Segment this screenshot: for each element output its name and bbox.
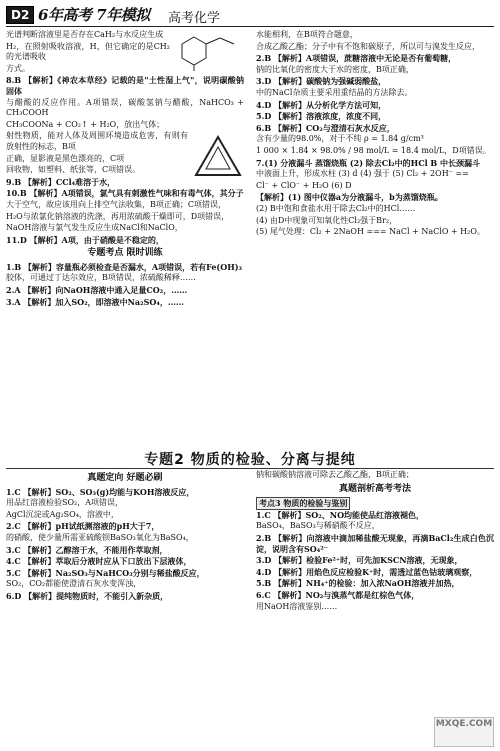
site-watermark: MXQE.COM bbox=[434, 717, 494, 747]
text-line: 合成乙酸乙酯；分子中有不饱和碳原子，所以可与溴发生反应， bbox=[256, 41, 480, 51]
text-line: 中的NaCl杂质主要采用重结晶的方法除去。 bbox=[256, 87, 413, 97]
text-line: 方式。 bbox=[6, 63, 30, 73]
topic-divider bbox=[6, 468, 494, 469]
answer-item: 9.B 【解析】CCl₄难溶于水， bbox=[6, 176, 116, 187]
right-column bbox=[256, 30, 494, 448]
text-line: NaOH溶液与氯气发生反应生成NaCl和NaClO， bbox=[6, 223, 183, 233]
answer-item: 6.B 【解析】CO₂与澄清石灰水反应， bbox=[256, 122, 395, 133]
answer-item: 8.B 【解析】《神农本草经》记载的是"土性湿上气"，说明碳酸钠固体 bbox=[6, 75, 244, 96]
text-line: (5) 尾气处理：Cl₂ + 2NaOH === NaCl + NaClO + H₂O。 bbox=[256, 227, 485, 237]
text-line: 胶体，可通过丁达尔效应，B项错误，浓硫酸稀释…… bbox=[6, 273, 196, 283]
page-header bbox=[0, 0, 500, 28]
answer-item: 2.B 【解析】向溶液中滴加稀盐酸无现象，再滴BaCl₂生成白色沉淀，说明含有SO₄²⁻ bbox=[256, 532, 494, 554]
recycle-symbol-icon bbox=[192, 133, 244, 181]
answer-item: 5.C 【解析】Na₂SO₃与NaHCO₃分别与稀盐酸反应， bbox=[6, 567, 205, 578]
answer-item: 4.D 【解析】用焰色反应检验K⁺时，需透过蓝色钴玻璃观察， bbox=[256, 566, 478, 577]
text-line: 光谱判断溶液里是否存在CaH₂与水反应生成 bbox=[6, 30, 164, 39]
exam-point-label: 考点3 物质的检验与鉴别 bbox=[256, 497, 350, 510]
answer-item: 2.A 【解析】向NaOH溶液中通入足量CO₂，…… bbox=[6, 285, 188, 296]
answer-item: 4.D 【解析】从分析化学方法可知， bbox=[256, 99, 387, 110]
text-line: 中液面上升，形成水柱 (3) d (4) 强于 (5) Cl₂ + 2OH⁻ == bbox=[256, 169, 469, 179]
answer-item: 1.C 【解析】SO₂、NO均能使品红溶液褪色， bbox=[256, 509, 425, 520]
answer-item: 3.D 【解析】碳酸钠为强碱弱酸盐， bbox=[256, 76, 387, 87]
text-line: H₂O与浓氯化钠溶液的洗涤，再用浓硫酸干燥即可，D项错误， bbox=[6, 211, 230, 221]
text-line: 水能相利，在B项符合题意， bbox=[256, 30, 358, 39]
text-line: 钠和碳酸钠溶液可除去乙酸乙酯，B项正确； bbox=[256, 470, 414, 479]
answer-item: 5.B 【解析】NH₄⁺的检验：加入浓NaOH溶液并加热， bbox=[256, 578, 460, 589]
left-column bbox=[6, 30, 244, 448]
answer-item: 4.C 【解析】萃取后分液时应从下口放出下层液体， bbox=[6, 556, 192, 567]
text-line: AgCl沉淀或Ag₂SO₄，溶液中， bbox=[6, 509, 119, 519]
answer-item: 5.D 【解析】溶液浓度，浓度不同， bbox=[256, 111, 387, 122]
answer-item: 10.B 【解析】A项错误，氯气具有刺激性气味和有毒气体，其分子 bbox=[6, 188, 244, 199]
answer-item: 3.D 【解析】检验Fe²⁺时，可先加KSCN溶液，无现象， bbox=[256, 555, 463, 566]
answer-item: 3.A 【解析】加入SO₂，即溶液中Na₂SO₄，…… bbox=[6, 296, 184, 307]
answer-item: 7.(1) 分液漏斗 蒸馏烧瓶 (2) 除去Cl₂中的HCl B 中长颈漏斗 bbox=[256, 157, 480, 168]
subject-title: 高考化学 bbox=[168, 11, 221, 26]
text-line: 大于空气，故应该用向上排空气法收集，B项正确；C项错误， bbox=[6, 199, 226, 209]
answer-item: 3.C 【解析】乙醇溶于水，不能用作萃取剂， bbox=[6, 544, 168, 555]
series-title: 6年高考 7年模拟 bbox=[38, 6, 150, 24]
text-line: 回收物，如塑料、纸张等，C项错误。 bbox=[6, 165, 141, 175]
answer-item: 2.C 【解析】pH试纸测溶液的pH大于7， bbox=[6, 521, 160, 532]
section-subtitle: 专题考点 限时训练 bbox=[87, 248, 163, 259]
text-line: SO₂，CO₂都能使澄清石灰水变浑浊， bbox=[6, 579, 142, 589]
section-subtitle: 真题定向 好题必刷 bbox=[87, 473, 163, 483]
right-column-lower bbox=[256, 470, 494, 745]
answer-item: 1.C 【解析】SO₂、SO₃(g)均能与KOH溶液反应， bbox=[6, 486, 195, 497]
answer-item: 【解析】(1) 图中仪器a为分液漏斗，b为蒸馏烧瓶。 bbox=[256, 192, 443, 203]
topic-title: 专题2 物质的检验、分离与提纯 bbox=[144, 452, 356, 468]
text-line: 用NaOH溶液鉴别…… bbox=[256, 601, 338, 611]
text-line: BaSO₄，BaSO₃与稀硝酸不反应， bbox=[256, 521, 380, 531]
page-tag: D2 bbox=[6, 6, 34, 24]
text-line: 用品红溶液检验SO₂，A项错误， bbox=[6, 498, 124, 508]
answer-item: 1.B 【解析】容量瓶必须检查是否漏水，A项错误，若有Fe(OH)₃ bbox=[6, 261, 243, 272]
answer-item: 2.B 【解析】A项错误，蔗糖溶液中无论是否有葡萄糖， bbox=[256, 53, 457, 64]
answer-item: 6.C 【解析】NO₂与溴蒸气都是红棕色气体， bbox=[256, 589, 420, 600]
section-subtitle: 真题剖析高考考法 bbox=[338, 483, 411, 494]
answer-item: 6.D 【解析】提纯物质时，不能引入新杂质， bbox=[6, 590, 169, 601]
formula-line: 1 000 × 1.84 × 98.0% / 98 mol/L = 18.4 mol/L，D项错误。 bbox=[256, 145, 491, 155]
text-line: 射性物质，能对人体及周围环境造成危害，有则有放射性的标志，B项 bbox=[6, 131, 188, 151]
text-line: 含有少量的98.0%，对于不纯 ρ = 1.84 g/cm³ bbox=[256, 134, 424, 144]
left-column-lower bbox=[6, 470, 244, 745]
exam-point-box bbox=[256, 497, 494, 510]
text-line: (2) B中饱和食盐水用于除去Cl₂中的HCl…… bbox=[256, 203, 416, 213]
molecule-structure-icon bbox=[174, 32, 244, 72]
text-line: 的硝酸，使少量所需亚硫酸钡BaSO₃氧化为BaSO₄， bbox=[6, 532, 194, 542]
text-line: 钠的比氧化的密度大于水的密度，B项正确， bbox=[256, 64, 414, 74]
text-line: Cl⁻ + ClO⁻ + H₂O (6) D bbox=[256, 180, 352, 190]
answer-item: 11.D 【解析】A项，由于硝酸是不稳定的， bbox=[6, 234, 164, 245]
text-line: 与醋酸的反应作用。A项错误，碳酸氢钠与醋酸，NaHCO₃ + CH₃COOH bbox=[6, 97, 244, 118]
text-line: (4) 由D中现象可知氧化性Cl₂强于Br₂， bbox=[256, 215, 398, 225]
text-line: 正确，显影液是黑色漂亮的，C项 bbox=[6, 153, 125, 163]
text-line: H₂，在照射吸收溶液，H，但它确定的是CH₂的光谱吸收 bbox=[6, 41, 170, 62]
header-divider bbox=[6, 26, 494, 27]
text-line: CH₃COONa + CO₂↑ + H₂O，放出气体； bbox=[6, 119, 165, 129]
